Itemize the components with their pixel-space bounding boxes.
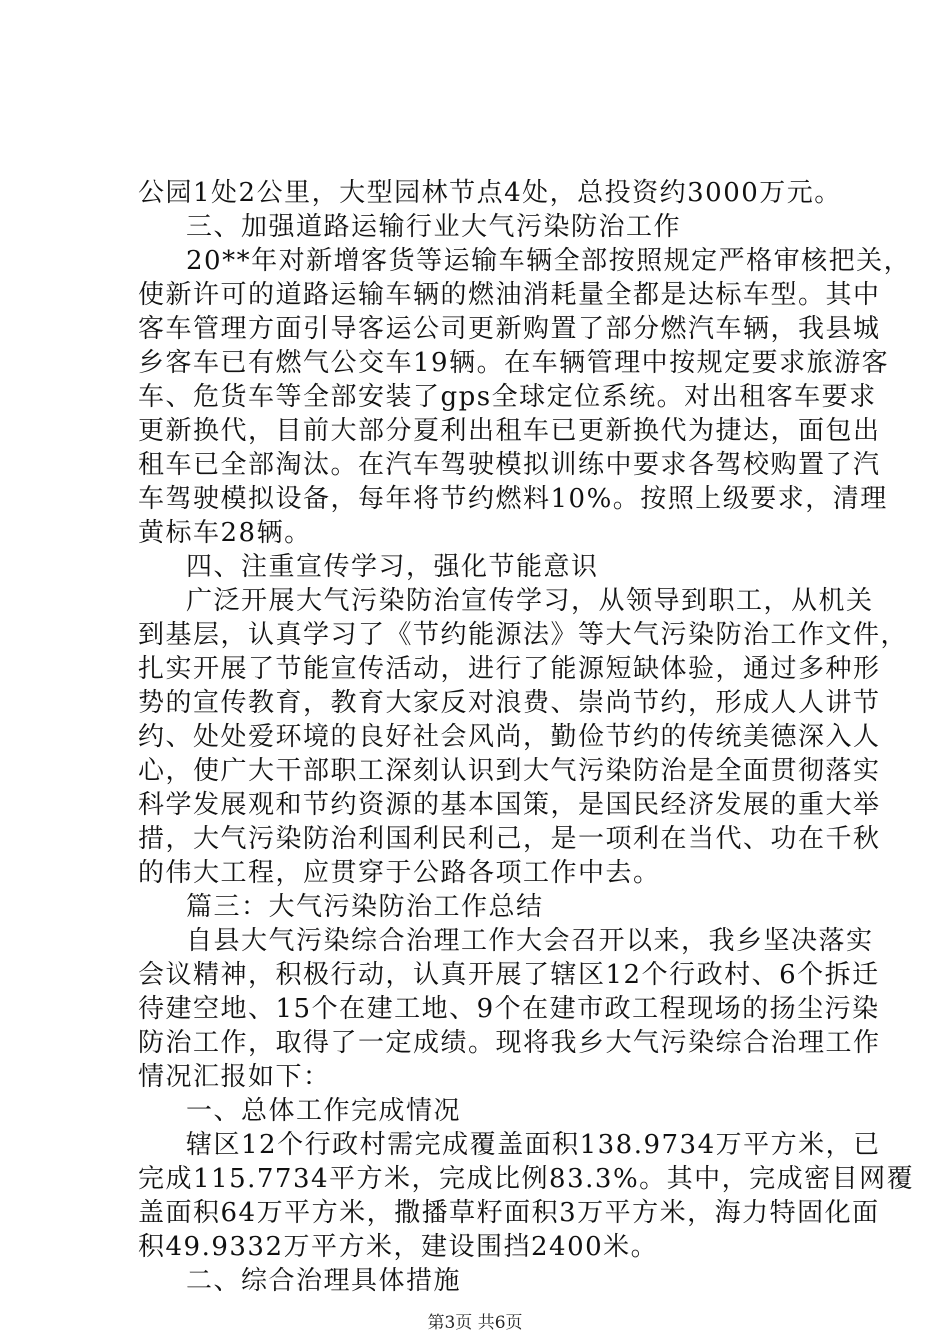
paragraph-line: 乡客车已有燃气公交车19辆。在车辆管理中按规定要求旅游客: [138, 348, 890, 378]
section-heading: 四、注重宣传学习，强化节能意识: [186, 552, 599, 582]
paragraph-line: 情况汇报如下：: [138, 1062, 331, 1092]
paragraph-line: 会议精神，积极行动，认真开展了辖区12个行政村、6个拆迁: [138, 960, 880, 990]
paragraph-line: 措，大气污染防治利国利民利己，是一项利在当代、功在千秋: [138, 824, 881, 854]
paragraph-line: 车、危货车等全部安装了gps全球定位系统。对出租客车要求: [138, 382, 877, 412]
paragraph-line: 车驾驶模拟设备，每年将节约燃料10%。按照上级要求，清理: [138, 484, 888, 514]
paragraph-line: 辖区12个行政村需完成覆盖面积138.9734万平方米，已: [186, 1130, 881, 1160]
paragraph-line: 到基层，认真学习了《节约能源法》等大气污染防治工作文件，: [138, 620, 909, 650]
paragraph-line: 使新许可的道路运输车辆的燃油消耗量全都是达标车型。其中: [138, 280, 881, 310]
paragraph-line: 积49.9332万平方米，建设围挡2400米。: [138, 1232, 659, 1262]
section-heading: 一、总体工作完成情况: [186, 1096, 462, 1126]
section-heading: 三、加强道路运输行业大气污染防治工作: [186, 212, 682, 242]
paragraph-line: 租车已全部淘汰。在汽车驾驶模拟训练中要求各驾校购置了汽: [138, 450, 881, 480]
paragraph-line: 待建空地、15个在建工地、9个在建市政工程现场的扬尘污染: [138, 994, 880, 1024]
paragraph-line: 扎实开展了节能宣传活动，进行了能源短缺体验，通过多种形: [138, 654, 881, 684]
paragraph-line: 盖面积64万平方米，撒播草籽面积3万平方米，海力特固化面: [138, 1198, 880, 1228]
paragraph-line: 势的宣传教育，教育大家反对浪费、崇尚节约，形成人人讲节: [138, 688, 881, 718]
paragraph-line: 的伟大工程，应贯穿于公路各项工作中去。: [138, 858, 661, 888]
paragraph-line: 完成115.7734平方米，完成比例83.3%。其中，完成密目网覆: [138, 1164, 915, 1194]
paragraph-line: 科学发展观和节约资源的基本国策，是国民经济发展的重大举: [138, 790, 881, 820]
paragraph-line: 防治工作，取得了一定成绩。现将我乡大气污染综合治理工作: [138, 1028, 881, 1058]
text-line: 公园1处2公里，大型园林节点4处，总投资约3000万元。: [138, 178, 842, 208]
paragraph-line: 客车管理方面引导客运公司更新购置了部分燃汽车辆，我县城: [138, 314, 881, 344]
paragraph-line: 自县大气污染综合治理工作大会召开以来，我乡坚决落实: [186, 926, 874, 956]
paragraph-line: 心，使广大干部职工深刻认识到大气污染防治是全面贯彻落实: [138, 756, 881, 786]
paragraph-line: 更新换代，目前大部分夏利出租车已更新换代为捷达，面包出: [138, 416, 881, 446]
page-number-footer: 第3页 共6页: [427, 1313, 523, 1333]
paragraph-line: 广泛开展大气污染防治宣传学习，从领导到职工，从机关: [186, 586, 874, 616]
section-heading: 二、综合治理具体措施: [186, 1266, 462, 1296]
paragraph-line: 黄标车28辆。: [138, 518, 312, 548]
paragraph-line: 约、处处爱环境的良好社会风尚，勤俭节约的传统美德深入人: [138, 722, 881, 752]
section-heading: 篇三：大气污染防治工作总结: [186, 892, 544, 922]
paragraph-line: 20**年对新增客货等运输车辆全部按照规定严格审核把关，: [186, 246, 912, 276]
